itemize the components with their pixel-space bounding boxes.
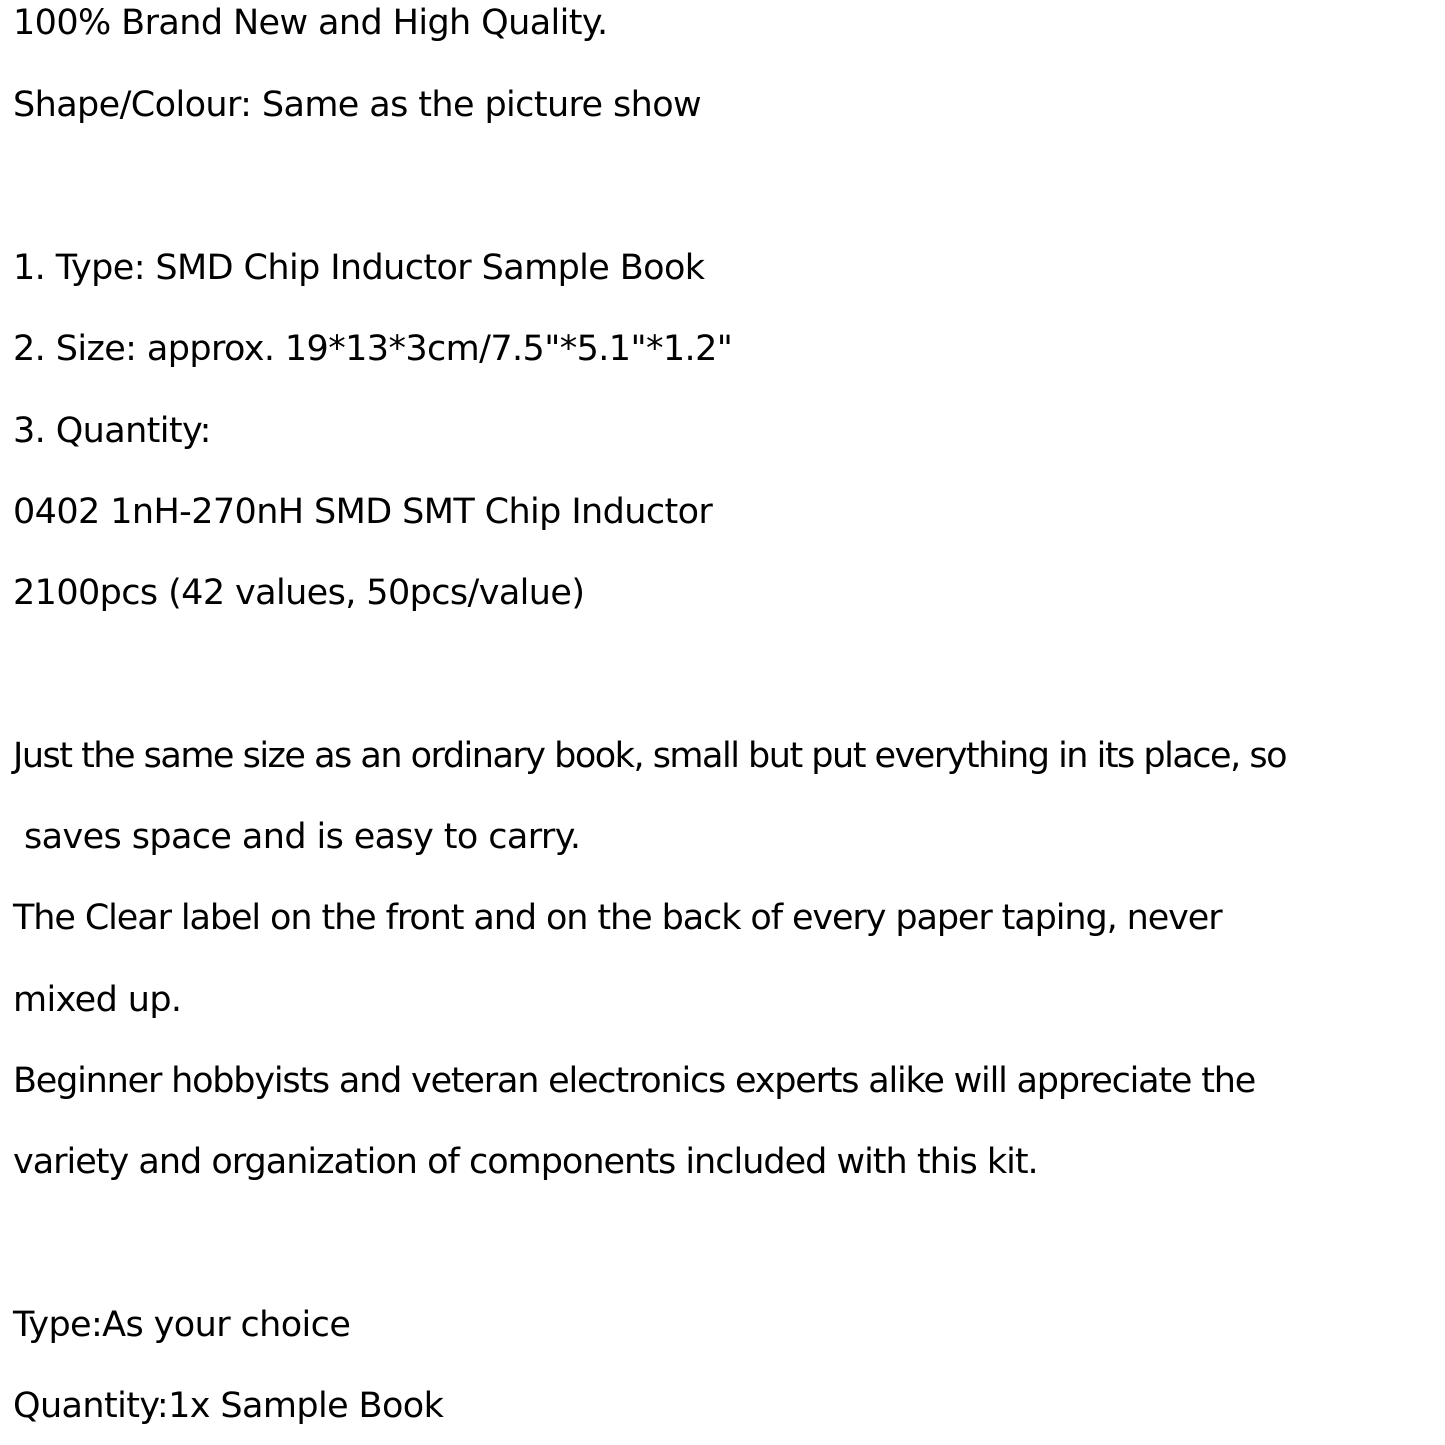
intro-line: 100% Brand New and High Quality. xyxy=(13,3,608,43)
spec-model-line: 0402 1nH-270nH SMD SMT Chip Inductor xyxy=(13,492,713,532)
paragraph-size-line1: Just the same size as an ordinary book, small but put everything in its place, so xyxy=(13,736,1286,776)
paragraph-size-line2: saves space and is easy to carry. xyxy=(24,817,581,857)
paragraph-label-line1: The Clear label on the front and on the back of every paper taping, never xyxy=(13,898,1222,938)
type-choice-line: Type:As your choice xyxy=(13,1305,351,1345)
paragraph-label-line2: mixed up. xyxy=(13,980,182,1020)
spec-type-line: 1. Type: SMD Chip Inductor Sample Book xyxy=(13,248,705,288)
shape-colour-line: Shape/Colour: Same as the picture show xyxy=(13,85,702,125)
paragraph-audience-line2: variety and organization of components included with this kit. xyxy=(13,1142,1038,1182)
spec-quantity-line: 3. Quantity: xyxy=(13,411,211,451)
spec-count-line: 2100pcs (42 values, 50pcs/value) xyxy=(13,573,585,613)
spec-size-line: 2. Size: approx. 19*13*3cm/7.5"*5.1"*1.2" xyxy=(13,329,733,369)
quantity-book-line: Quantity:1x Sample Book xyxy=(13,1386,444,1426)
paragraph-audience-line1: Beginner hobbyists and veteran electronics experts alike will appreciate the xyxy=(13,1061,1256,1101)
